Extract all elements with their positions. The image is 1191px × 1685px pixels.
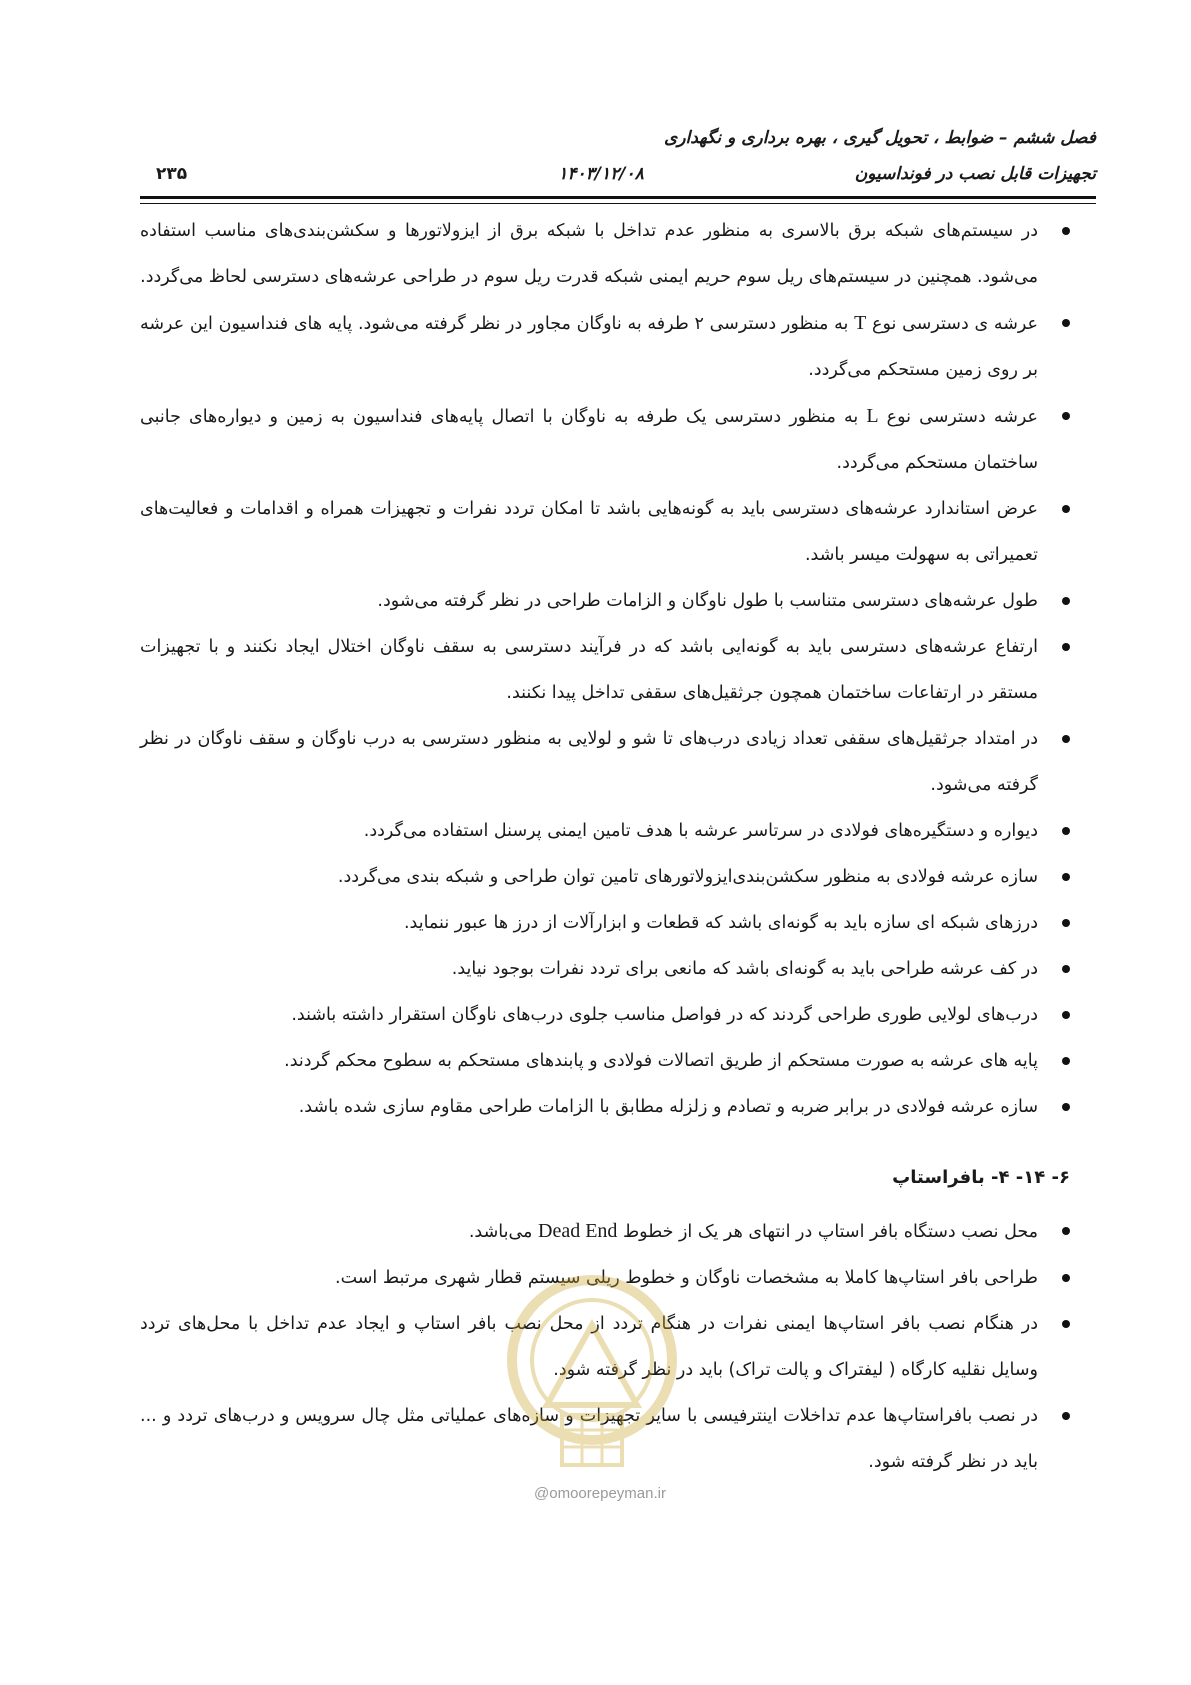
list-item <box>140 486 1070 578</box>
bullet-icon <box>1062 1057 1070 1065</box>
bullet-icon <box>1062 873 1070 881</box>
section-subtitle: تجهیزات قابل نصب در فونداسیون <box>854 164 1096 184</box>
list-item <box>140 808 1070 854</box>
list-item-text: دیواره و دستگیره‌های فولادی در سرتاسر عرشه با هدف تامین ایمنی پرسنل استفاده می‌گردد. <box>363 821 1038 841</box>
bullet-icon <box>1062 319 1070 327</box>
bullet-icon <box>1062 1227 1070 1235</box>
list-item-text: در هنگام نصب بافر استاپ‌ها ایمنی نفرات در هنگام تردد از محل نصب بافر استاپ و ایجاد عدم تداخل با محل‌های تردد وسایل نقلیه کارگاه ( لیفتراک و پالت تراک) باید در نظر گرفته شود. <box>140 1314 1038 1380</box>
section-bullet-list <box>140 1208 1070 1485</box>
header-rule-thin <box>140 203 1096 204</box>
bullet-icon <box>1062 227 1070 235</box>
list-item-text: سازه عرشه فولادی در برابر ضربه و تصادم و زلزله مطابق با الزامات طراحی مقاوم سازی شده باشد. <box>298 1097 1038 1117</box>
bullet-icon <box>1062 919 1070 927</box>
section-number: ۶- ۱۴- ۴- <box>991 1167 1070 1188</box>
list-item <box>140 1084 1070 1130</box>
list-item <box>140 946 1070 992</box>
list-item-text: درب‌های لولایی طوری طراحی گردند که در فواصل مناسب جلوی درب‌های ناوگان استقرار داشته باشند. <box>291 1005 1038 1025</box>
list-item <box>140 624 1070 716</box>
list-item-text: درزهای شبکه ای سازه باید به گونه‌ای باشد که قطعات و ابزارآلات از درز ها عبور ننماید. <box>403 913 1038 933</box>
list-item-text: در امتداد جرثقیل‌های سقفی تعداد زیادی درب‌های تا شو و لولایی به منظور دسترسی به درب ناوگان و سقف ناوگان در نظر گرفته می‌شود. <box>140 729 1038 795</box>
bullet-icon <box>1062 827 1070 835</box>
bullet-icon <box>1062 412 1070 420</box>
list-item <box>140 1038 1070 1084</box>
list-item-text: در سیستم‌های شبکه برق بالاسری به منظور عدم تداخل با شبکه برق از ایزولاتورها و سکشن‌بندی‌های مناسب استفاده می‌شود. همچنین در سیستم‌های ریل سوم حریم ایمنی شبکه قدرت ریل سوم در طراحی عرشه‌های دسترسی لحاظ می‌گردد. <box>140 221 1038 287</box>
bullet-icon <box>1062 1103 1070 1111</box>
page-header <box>146 128 1096 198</box>
latin-term: L <box>866 405 879 427</box>
bullet-icon <box>1062 643 1070 651</box>
list-item <box>140 393 1070 486</box>
list-item-text: در نصب بافراستاپ‌ها عدم تداخلات اینترفیسی با سایر تجهیزات و سازه‌های عملیاتی مثل چال سرویس و درب‌های تردد و ... باید در نظر گرفته شود. <box>140 1406 1038 1472</box>
list-item <box>140 578 1070 624</box>
list-item-text: ارتفاع عرشه‌های دسترسی باید به گونه‌ایی باشد که در فرآیند دسترسی به سقف ناوگان اختلال ایجاد نکنند و با تجهیزات مستقر در ارتفاعات ساختمان همچون جرثقیل‌های سقفی تداخل پیدا نکنند. <box>140 637 1038 703</box>
list-item-text: عرض استاندارد عرشه‌های دسترسی باید به گونه‌هایی باشد تا امکان تردد نفرات و تجهیزات همراه و اقدامات و فعالیت‌های تعمیراتی به سهولت میسر باشد. <box>140 499 1038 565</box>
list-item-text-start: عرشه دسترسی نوع <box>878 407 1038 427</box>
list-item-text-end: به منظور دسترسی ۲ طرفه به ناوگان مجاور در نظر گرفته می‌شود. پایه های فنداسیون این عرشه بر روی زمین مستحکم می‌گردد. <box>140 314 1038 380</box>
list-item-text: پایه های عرشه به صورت مستحکم از طریق اتصالات فولادی و پابندهای مستحکم به سطوح محکم گردند. <box>284 1051 1038 1071</box>
bullet-icon <box>1062 1011 1070 1019</box>
watermark-url: @omoorepeyman.ir <box>534 1485 666 1502</box>
page-content <box>140 208 1070 1485</box>
header-rule-thick <box>140 196 1096 199</box>
bullet-icon <box>1062 597 1070 605</box>
list-item <box>140 716 1070 808</box>
section-heading <box>140 1158 1070 1198</box>
latin-term: T <box>854 312 867 334</box>
list-item <box>140 1393 1070 1485</box>
bullet-icon <box>1062 1412 1070 1420</box>
latin-term: Dead End <box>538 1220 618 1242</box>
list-item <box>140 208 1070 300</box>
list-item <box>140 1255 1070 1301</box>
bullet-icon <box>1062 735 1070 743</box>
list-item <box>140 1301 1070 1393</box>
list-item-text: طراحی بافر استاپ‌ها کاملا به مشخصات ناوگان و خطوط ریلی سیستم قطار شهری مرتبط است. <box>335 1268 1038 1288</box>
bullet-icon <box>1062 505 1070 513</box>
main-bullet-list <box>140 208 1070 1130</box>
list-item <box>140 900 1070 946</box>
section-title-text: بافراستاپ <box>892 1167 985 1188</box>
list-item <box>140 1208 1070 1255</box>
header-date: ۱۴۰۳/۱۲/۰۸ <box>558 164 644 184</box>
bullet-icon <box>1062 1320 1070 1328</box>
list-item-text-start: محل نصب دستگاه بافر استاپ در انتهای هر یک از خطوط <box>617 1222 1038 1242</box>
list-item <box>140 992 1070 1038</box>
list-item-text: سازه عرشه فولادی به منظور سکشن‌بندی‌ایزولاتورهای تامین توان طراحی و شبکه بندی می‌گردد. <box>337 867 1038 887</box>
list-item <box>140 300 1070 393</box>
chapter-title: فصل ششم – ضوابط ، تحویل گیری ، بهره برداری و نگهداری <box>664 128 1096 148</box>
bullet-icon <box>1062 1274 1070 1282</box>
bullet-icon <box>1062 965 1070 973</box>
list-item-text-start: عرشه ی دسترسی نوع <box>866 314 1038 334</box>
list-item <box>140 854 1070 900</box>
page-number: ۲۳۵ <box>156 164 188 184</box>
list-item-text-end: می‌باشد. <box>468 1222 538 1242</box>
list-item-text-end: به منظور دسترسی یک طرفه به ناوگان با اتصال پایه‌های فنداسیون به زمین و دیواره‌های جانبی ساختمان مستحکم می‌گردد. <box>140 407 1038 473</box>
list-item-text: در کف عرشه طراحی باید به گونه‌ای باشد که مانعی برای تردد نفرات بوجود نیاید. <box>451 959 1038 979</box>
list-item-text: طول عرشه‌های دسترسی متناسب با طول ناوگان و الزامات طراحی در نظر گرفته می‌شود. <box>377 591 1038 611</box>
